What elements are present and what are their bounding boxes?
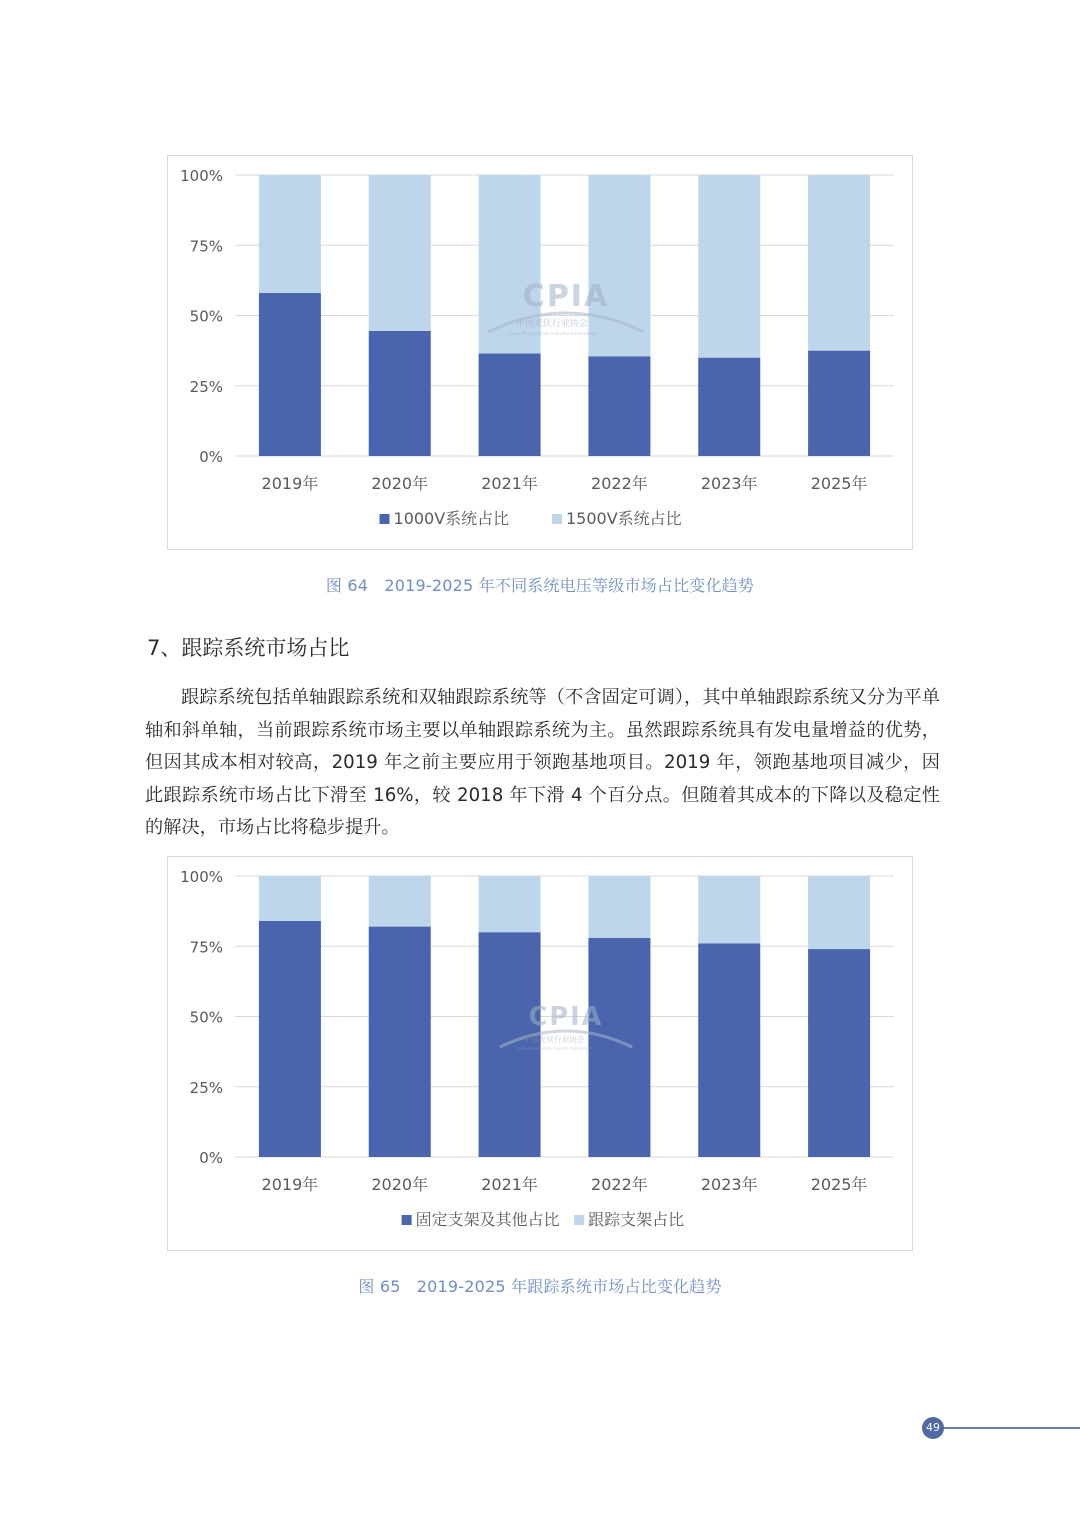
- y-tick-label: 100%: [180, 868, 223, 886]
- bar-segment: [698, 358, 760, 456]
- y-tick-label: 75%: [189, 938, 223, 957]
- y-tick-label: 50%: [189, 1008, 223, 1027]
- bar-segment: [698, 943, 760, 1157]
- bar-segment: [479, 876, 541, 932]
- bar-segment: [588, 876, 650, 938]
- x-tick-label: 2019年: [261, 474, 319, 493]
- svg-text:China Photovoltaic Industry As: China Photovoltaic Industry Association: [507, 332, 597, 337]
- bar-segment: [808, 351, 870, 456]
- y-tick-label: 0%: [199, 1149, 223, 1167]
- legend-label: 跟踪支架占比: [588, 1210, 685, 1229]
- bar-segment: [588, 356, 650, 456]
- x-tick-label: 2023年: [700, 1175, 758, 1194]
- x-tick-label: 2025年: [810, 474, 868, 493]
- x-tick-label: 2021年: [481, 1175, 538, 1194]
- bar-segment: [259, 921, 321, 1157]
- legend-label: 固定支架及其他占比: [415, 1210, 560, 1229]
- y-tick-label: 100%: [180, 167, 223, 185]
- chart-voltage-share: [167, 155, 913, 550]
- bar-segment: [369, 175, 431, 331]
- svg-text:CPIA: CPIA: [522, 279, 610, 314]
- x-tick-label: 2021年: [481, 474, 538, 493]
- bar-segment: [369, 876, 431, 927]
- legend-swatch: [574, 1215, 584, 1225]
- y-tick-label: 75%: [189, 237, 223, 256]
- legend-label: 1000V系统占比: [393, 509, 510, 528]
- x-tick-label: 2022年: [591, 1175, 648, 1194]
- y-tick-label: 25%: [189, 377, 223, 396]
- x-tick-label: 2020年: [371, 1175, 429, 1194]
- figure-65-caption: 图 65 2019-2025 年跟踪系统市场占比变化趋势: [358, 1277, 722, 1296]
- x-tick-label: 2019年: [261, 1175, 319, 1194]
- legend-swatch: [552, 514, 562, 524]
- page-footer-line: [944, 1427, 1080, 1429]
- bar-segment: [588, 938, 650, 1157]
- x-tick-label: 2020年: [371, 474, 429, 493]
- chart-svg: [168, 156, 914, 551]
- bar-segment: [698, 876, 760, 943]
- chart-svg: [168, 857, 914, 1252]
- legend-swatch: [380, 514, 390, 524]
- chart-tracking-share: [167, 856, 913, 1251]
- x-tick-label: 2022年: [591, 474, 648, 493]
- legend-label: 1500V系统占比: [566, 509, 682, 528]
- svg-text:CPIA: CPIA: [528, 1002, 604, 1032]
- bar-segment: [479, 353, 541, 456]
- page-number: 49: [922, 1417, 944, 1439]
- bar-segment: [259, 175, 321, 293]
- x-tick-label: 2025年: [810, 1175, 868, 1194]
- figure-64-caption: 图 64 2019-2025 年不同系统电压等级市场占比变化趋势: [325, 576, 755, 595]
- y-tick-label: 25%: [189, 1078, 223, 1097]
- bar-segment: [369, 927, 431, 1157]
- svg-text:China Photovoltaic Industry As: China Photovoltaic Industry Association: [516, 1045, 592, 1051]
- bar-segment: [369, 331, 431, 456]
- section-heading: 7、跟踪系统市场占比: [147, 636, 350, 660]
- bar-segment: [479, 932, 541, 1157]
- bar-segment: [259, 876, 321, 921]
- x-tick-label: 2023年: [700, 474, 758, 493]
- body-paragraph: 跟踪系统包括单轴跟踪系统和双轴跟踪系统等（不含固定可调），其中单轴跟踪系统又分为平单轴和斜单轴，当前跟踪系统市场主要以单轴跟踪系统为主。虽然跟踪系统具有发电量增益的优势，但因其成本相对较高，2019 年之前主要应用于领跑基地项目。2019 年，领跑基地项目减少，因此跟踪系统市场占比下滑至 16%，较 2018 年下滑 4 个百分点。但随着其成本的下降以及稳定性的解决，市场占比将稳步提升。: [145, 687, 940, 838]
- bar-segment: [808, 876, 870, 949]
- legend-swatch: [402, 1215, 412, 1225]
- svg-text:中国光伏行业协会: 中国光伏行业协会: [523, 1035, 585, 1044]
- y-tick-label: 50%: [189, 307, 223, 326]
- y-tick-label: 0%: [199, 448, 223, 466]
- bar-segment: [808, 175, 870, 351]
- bar-segment: [808, 949, 870, 1157]
- svg-text:中国光伏行业协会: 中国光伏行业协会: [515, 319, 589, 329]
- bar-segment: [259, 293, 321, 456]
- bar-segment: [698, 175, 760, 358]
